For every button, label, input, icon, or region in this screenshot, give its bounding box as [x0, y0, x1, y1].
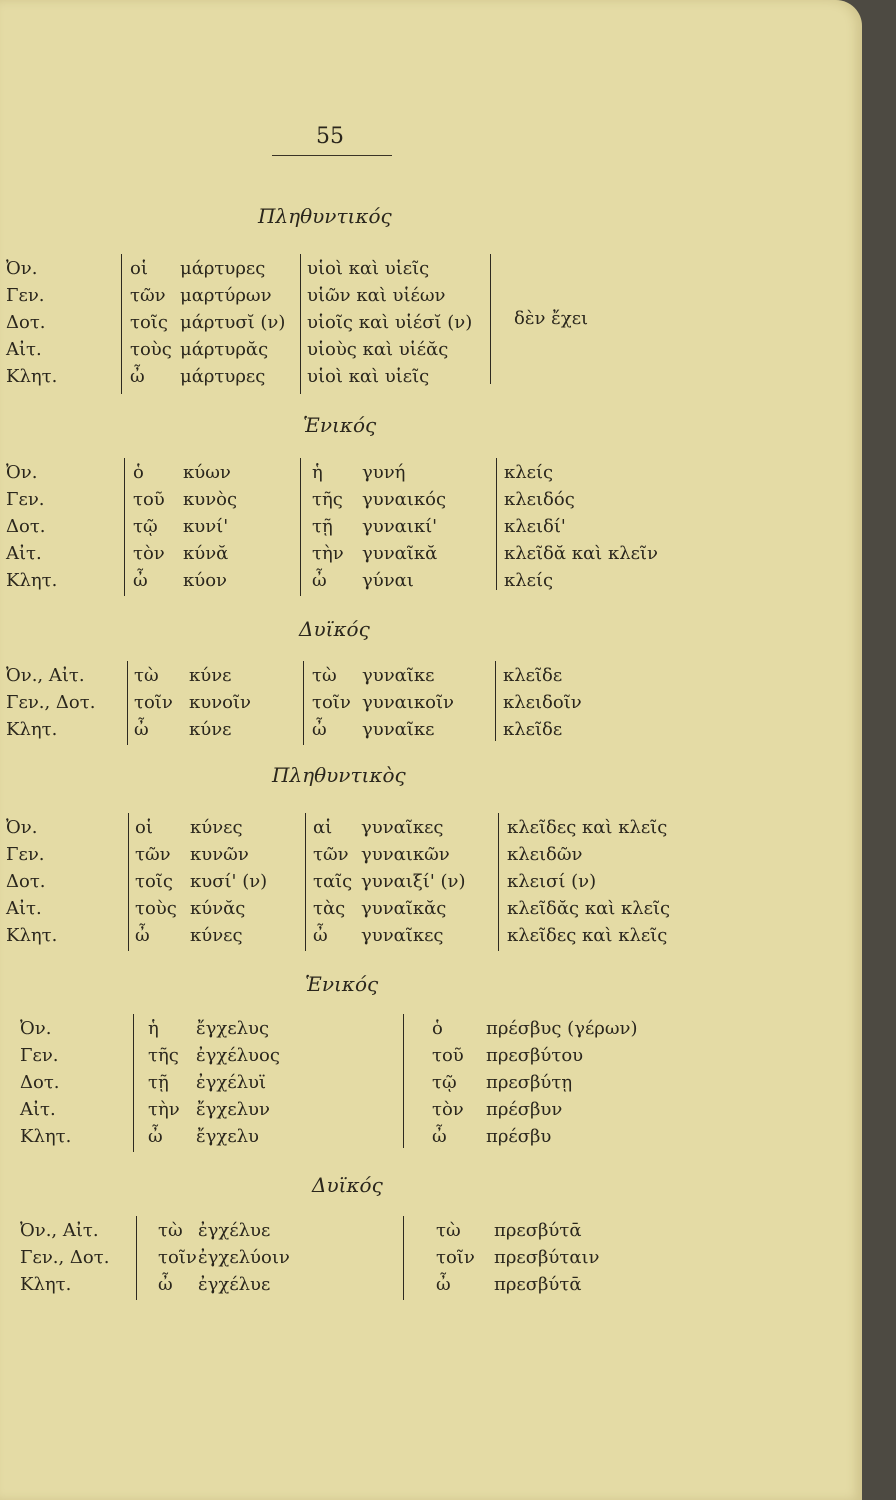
- form-row: [135, 922, 267, 949]
- section-heading: Δυϊκός: [312, 1173, 383, 1197]
- case-label: Γεν., Δοτ.: [6, 692, 96, 713]
- article: τῇ: [312, 516, 333, 537]
- form-row: [130, 336, 285, 363]
- form-row: [432, 1069, 638, 1096]
- article: ταῖς: [313, 871, 353, 892]
- case-label: Κλητ.: [20, 1126, 72, 1147]
- case-label: Ὀν.: [6, 817, 38, 838]
- case-label: Γεν.: [6, 489, 45, 510]
- form-row: [436, 1217, 600, 1244]
- article: οἱ: [135, 817, 153, 838]
- article: ὁ: [133, 462, 144, 483]
- noun-form: υἱοὶ καὶ υἱεῖς: [307, 366, 430, 387]
- section-heading: Ἑνικός: [303, 413, 377, 437]
- form-row: [312, 486, 446, 513]
- declension-column: [307, 255, 472, 390]
- article: τὴν: [148, 1099, 180, 1120]
- declension-column: [158, 1217, 290, 1298]
- no-plural-note: δὲν ἔχει: [514, 308, 589, 329]
- noun-form: ἐγχέλυε: [198, 1274, 271, 1295]
- form-row: [135, 868, 267, 895]
- article: ὦ: [436, 1274, 451, 1295]
- article: οἱ: [130, 258, 148, 279]
- form-row: [313, 814, 465, 841]
- case-label: Ὀν., Αἰτ.: [20, 1220, 99, 1241]
- form-row: [313, 895, 465, 922]
- article: τοῖν: [158, 1247, 197, 1268]
- article: ὦ: [313, 925, 328, 946]
- declension-column: [432, 1015, 638, 1150]
- article: τὼ: [158, 1220, 183, 1241]
- column-rule: [303, 661, 304, 745]
- article: τοῦ: [133, 489, 165, 510]
- article: τοῖς: [135, 871, 173, 892]
- form-row: [130, 309, 285, 336]
- article: ὦ: [148, 1126, 163, 1147]
- case-labels: [20, 1217, 109, 1298]
- form-row: [130, 255, 285, 282]
- case-label: Ὀν., Αἰτ.: [6, 665, 85, 686]
- case-label: Δοτ.: [20, 1072, 60, 1093]
- declension-column: [436, 1217, 600, 1298]
- noun-form: κλεῖδᾰς καὶ κλεῖς: [507, 898, 671, 919]
- section-heading: Πληθυντικός: [258, 204, 392, 228]
- article: τὴν: [312, 543, 344, 564]
- form-row: [148, 1123, 280, 1150]
- form-row: [158, 1217, 290, 1244]
- noun-form: κύνε: [189, 719, 232, 740]
- noun-form: γυναῖκες: [361, 925, 444, 946]
- form-row: [432, 1096, 638, 1123]
- noun-form: κλεῖδᾰ καὶ κλεῖν: [504, 543, 658, 564]
- noun-form: κυνὸς: [183, 489, 238, 510]
- form-row: [148, 1042, 280, 1069]
- article: τῆς: [312, 489, 343, 510]
- noun-form: ἐγχέλυε: [198, 1220, 271, 1241]
- article: ὦ: [135, 925, 150, 946]
- case-labels: [6, 662, 95, 743]
- form-row: [133, 486, 237, 513]
- page-number: 55: [316, 124, 344, 149]
- case-label: Αἰτ.: [20, 1099, 56, 1120]
- declension-column: [503, 662, 582, 743]
- case-labels: [6, 255, 57, 390]
- form-row: [432, 1042, 638, 1069]
- noun-form: κλεισί (ν): [507, 871, 597, 892]
- noun-form: γυναικῶν: [361, 844, 450, 865]
- case-label: Αἰτ.: [6, 339, 42, 360]
- noun-form: γύναι: [362, 570, 414, 591]
- noun-form: κυνί': [183, 516, 229, 537]
- declension-column: [312, 459, 446, 594]
- form-row: [158, 1244, 290, 1271]
- form-row: [130, 282, 285, 309]
- noun-form: μάρτυρες: [180, 366, 266, 387]
- noun-form: γυναῖκε: [362, 665, 435, 686]
- column-rule: [300, 458, 301, 596]
- form-row: [312, 689, 454, 716]
- noun-form: υἱοῖς καὶ υἱέσῐ (ν): [307, 312, 473, 333]
- case-label: Ὀν.: [20, 1018, 52, 1039]
- column-rule: [136, 1216, 137, 1300]
- noun-form: κύον: [183, 570, 227, 591]
- article: τοὺς: [135, 898, 177, 919]
- case-label: Κλητ.: [20, 1274, 72, 1295]
- declension-column: [135, 814, 267, 949]
- article: τοῖς: [130, 312, 168, 333]
- column-rule: [498, 813, 499, 951]
- declension-column: [134, 662, 251, 743]
- noun-form: μαρτύρων: [180, 285, 272, 306]
- case-label: Ὀν.: [6, 258, 38, 279]
- article: τοὺς: [130, 339, 172, 360]
- noun-form: μάρτυσῐ (ν): [180, 312, 286, 333]
- form-row: [313, 868, 465, 895]
- case-labels: [6, 459, 57, 594]
- form-row: [436, 1244, 600, 1271]
- case-label: Δοτ.: [6, 516, 46, 537]
- article: τὼ: [134, 665, 159, 686]
- article: τῇ: [148, 1072, 169, 1093]
- form-row: [313, 922, 465, 949]
- case-labels: [6, 814, 57, 949]
- case-label: Δοτ.: [6, 871, 46, 892]
- case-label: Αἰτ.: [6, 898, 42, 919]
- form-row: [312, 567, 446, 594]
- article: τῷ: [133, 516, 158, 537]
- noun-form: υἱῶν καὶ υἱέων: [307, 285, 446, 306]
- form-row: [148, 1015, 280, 1042]
- noun-form: κυνοῖν: [189, 692, 251, 713]
- noun-form: κύνε: [189, 665, 232, 686]
- noun-form: ἐγχέλυϊ: [196, 1072, 267, 1093]
- noun-form: κύνᾰς: [190, 898, 246, 919]
- noun-form: ἔγχελυ: [196, 1126, 259, 1147]
- noun-form: ἐγχέλυος: [196, 1045, 280, 1066]
- form-row: [135, 895, 267, 922]
- declension-column: [312, 662, 454, 743]
- case-label: Γεν.: [20, 1045, 59, 1066]
- noun-form: πρέσβυν: [486, 1099, 563, 1120]
- noun-form: πρεσβύτᾱ: [494, 1220, 582, 1241]
- form-row: [312, 513, 446, 540]
- article: ὦ: [158, 1274, 173, 1295]
- case-label: Κλητ.: [6, 366, 58, 387]
- noun-form: κύνᾰ: [183, 543, 229, 564]
- noun-form: μάρτυρᾰς: [180, 339, 269, 360]
- form-row: [158, 1271, 290, 1298]
- noun-form: υἱοὺς καὶ υἱέᾰς: [307, 339, 449, 360]
- noun-form: κλεῖδε: [503, 719, 563, 740]
- form-row: [134, 716, 251, 743]
- article: τῶν: [313, 844, 349, 865]
- article: τοῖν: [134, 692, 173, 713]
- case-label: Κλητ.: [6, 570, 58, 591]
- column-rule: [124, 458, 125, 596]
- section-heading: Ἑνικός: [305, 972, 379, 996]
- noun-form: κλεῖδες καὶ κλεῖς: [507, 925, 668, 946]
- article: ὦ: [432, 1126, 447, 1147]
- article: ὦ: [312, 570, 327, 591]
- noun-form: πρεσβύταιν: [494, 1247, 600, 1268]
- noun-form: κλείς: [504, 570, 554, 591]
- column-rule: [495, 661, 496, 741]
- noun-form: κλεῖδε: [503, 665, 563, 686]
- noun-form: κλειδός: [504, 489, 575, 510]
- form-row: [130, 363, 285, 390]
- noun-form: μάρτυρες: [180, 258, 266, 279]
- form-row: [148, 1096, 280, 1123]
- noun-form: ἔγχελυν: [196, 1099, 270, 1120]
- form-row: [432, 1015, 638, 1042]
- article: ὦ: [312, 719, 327, 740]
- form-row: [133, 540, 237, 567]
- noun-form: πρεσβύτᾱ: [494, 1274, 582, 1295]
- noun-form: πρέσβυς (γέρων): [486, 1018, 638, 1039]
- noun-form: υἱοὶ καὶ υἱεῖς: [307, 258, 430, 279]
- case-label: Ὀν.: [6, 462, 38, 483]
- column-rule: [121, 254, 122, 394]
- article: τῷ: [432, 1072, 457, 1093]
- noun-form: γυναῖκε: [362, 719, 435, 740]
- noun-form: κλειδοῖν: [503, 692, 582, 713]
- section-heading: Πληθυντικὸς: [272, 763, 406, 787]
- noun-form: γυναικί': [362, 516, 438, 537]
- article: τὸν: [432, 1099, 464, 1120]
- noun-form: ἐγχελύοιν: [198, 1247, 290, 1268]
- noun-form: γυναῖκες: [361, 817, 444, 838]
- article: τῶν: [135, 844, 171, 865]
- article: τῶν: [130, 285, 166, 306]
- article: τὼ: [312, 665, 337, 686]
- form-row: [134, 689, 251, 716]
- form-row: [133, 513, 237, 540]
- declension-column: [148, 1015, 280, 1150]
- declension-column: [130, 255, 285, 390]
- article: τὰς: [313, 898, 346, 919]
- article: τὸν: [133, 543, 165, 564]
- form-row: [432, 1123, 638, 1150]
- noun-form: κλειδῶν: [507, 844, 583, 865]
- noun-form: πρεσβύτῃ: [486, 1072, 573, 1093]
- form-row: [134, 662, 251, 689]
- form-row: [312, 540, 446, 567]
- form-row: [312, 662, 454, 689]
- column-rule: [403, 1014, 404, 1148]
- noun-form: κυσί' (ν): [190, 871, 268, 892]
- article: ἡ: [148, 1018, 159, 1039]
- column-rule: [403, 1216, 404, 1300]
- column-rule: [496, 458, 497, 590]
- form-row: [135, 814, 267, 841]
- noun-form: γυναιξί' (ν): [361, 871, 466, 892]
- noun-form: γυνή: [362, 462, 406, 483]
- column-rule: [300, 254, 301, 394]
- article: τὼ: [436, 1220, 461, 1241]
- form-row: [148, 1069, 280, 1096]
- noun-form: κλείς: [504, 462, 554, 483]
- case-label: Γεν., Δοτ.: [20, 1247, 110, 1268]
- article: τοῖν: [312, 692, 351, 713]
- form-row: [133, 459, 237, 486]
- section-heading: Δυϊκός: [299, 617, 370, 641]
- case-label: Κλητ.: [6, 719, 58, 740]
- article: τοῖν: [436, 1247, 475, 1268]
- case-label: Γεν.: [6, 285, 45, 306]
- article: ὦ: [130, 366, 145, 387]
- noun-form: γυναικοῖν: [362, 692, 454, 713]
- noun-form: κυνῶν: [190, 844, 249, 865]
- declension-column: [507, 814, 670, 949]
- article: τῆς: [148, 1045, 179, 1066]
- article: αἱ: [313, 817, 333, 838]
- noun-form: κλειδί': [504, 516, 566, 537]
- column-rule: [305, 813, 306, 951]
- form-row: [436, 1271, 600, 1298]
- declension-column: [133, 459, 237, 594]
- form-row: [135, 841, 267, 868]
- case-label: Δοτ.: [6, 312, 46, 333]
- column-rule: [490, 254, 491, 384]
- case-labels: [20, 1015, 71, 1150]
- form-row: [133, 567, 237, 594]
- noun-form: κύων: [183, 462, 231, 483]
- article: ἡ: [312, 462, 323, 483]
- page-number-rule: [272, 155, 392, 156]
- noun-form: ἔγχελυς: [196, 1018, 270, 1039]
- noun-form: γυναῖκᾰ: [362, 543, 438, 564]
- case-label: Αἰτ.: [6, 543, 42, 564]
- column-rule: [128, 813, 129, 951]
- noun-form: γυναικός: [362, 489, 447, 510]
- case-label: Κλητ.: [6, 925, 58, 946]
- article: ὦ: [133, 570, 148, 591]
- noun-form: γυναῖκᾰς: [361, 898, 447, 919]
- form-row: [312, 716, 454, 743]
- noun-form: κύνες: [190, 925, 243, 946]
- column-rule: [133, 1014, 134, 1152]
- article: ὁ: [432, 1018, 443, 1039]
- declension-column: [313, 814, 465, 949]
- noun-form: πρέσβυ: [486, 1126, 552, 1147]
- case-label: Γεν.: [6, 844, 45, 865]
- noun-form: κλεῖδες καὶ κλεῖς: [507, 817, 668, 838]
- declension-column: [504, 459, 658, 594]
- article: ὦ: [134, 719, 149, 740]
- article: τοῦ: [432, 1045, 464, 1066]
- column-rule: [127, 661, 128, 745]
- form-row: [312, 459, 446, 486]
- noun-form: πρεσβύτου: [486, 1045, 584, 1066]
- form-row: [313, 841, 465, 868]
- noun-form: κύνες: [190, 817, 243, 838]
